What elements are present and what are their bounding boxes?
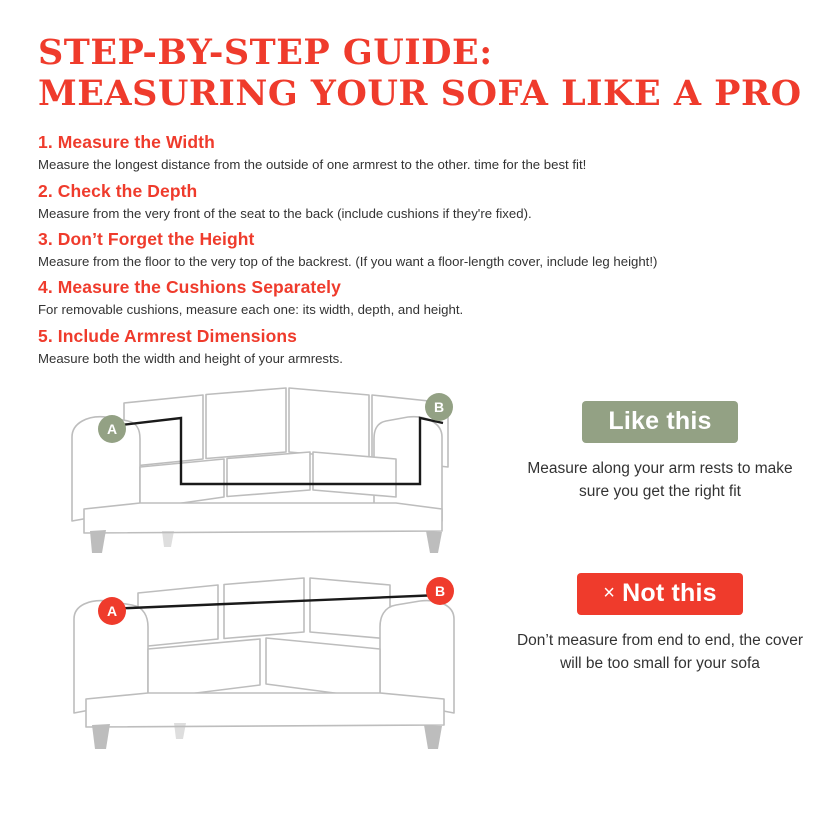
callout-like-this — [515, 401, 805, 503]
step-body: Measure the longest distance from the outside of one armrest to the other. time for the best fit! — [38, 157, 587, 173]
marker-b-label: B — [434, 583, 446, 600]
page-title — [0, 0, 823, 115]
step-item — [38, 132, 793, 173]
marker-a-label: A — [106, 603, 118, 620]
callout-not-this — [515, 573, 805, 675]
page-title-line-2: MEASURING YOUR SOFA LIKE A PRO — [38, 73, 802, 115]
step-heading: 3. Don’t Forget the Height — [38, 229, 255, 250]
badge-like-this: Like this — [582, 401, 737, 442]
step-body: Measure both the width and height of your armrests. — [38, 350, 343, 366]
step-item — [38, 181, 793, 222]
callout-not-this-text: Don’t measure from end to end, the cover will be too small for your sofa — [516, 631, 804, 672]
page-title-line-1: STEP-BY-STEP GUIDE: — [38, 32, 493, 73]
marker-b-label: B — [433, 399, 445, 416]
close-icon: × — [603, 582, 616, 605]
step-item — [38, 229, 793, 270]
sofa-diagram-incorrect — [28, 573, 498, 763]
steps-list — [0, 132, 823, 367]
step-body: For removable cushions, measure each one: its width, depth, and height. — [38, 302, 464, 318]
illustration-area — [0, 381, 823, 761]
badge-not-this-label: Not this — [622, 579, 717, 608]
step-heading: 1. Measure the Width — [38, 132, 215, 153]
step-heading: 4. Measure the Cushions Separately — [38, 277, 341, 298]
step-heading: 2. Check the Depth — [38, 180, 198, 201]
callout-like-this-text: Measure along your arm rests to make sure you get the right fit — [527, 459, 793, 500]
step-heading: 5. Include Armrest Dimensions — [38, 325, 297, 346]
badge-not-this — [577, 573, 743, 614]
marker-a-label: A — [106, 421, 118, 438]
step-item — [38, 277, 793, 318]
step-item — [38, 326, 793, 367]
step-body: Measure from the floor to the very top of the backrest. (If you want a floor-length cover, include leg height!) — [38, 254, 658, 270]
step-body: Measure from the very front of the seat to the back (include cushions if they're fixed). — [38, 205, 532, 221]
sofa-diagram-correct — [28, 381, 498, 571]
